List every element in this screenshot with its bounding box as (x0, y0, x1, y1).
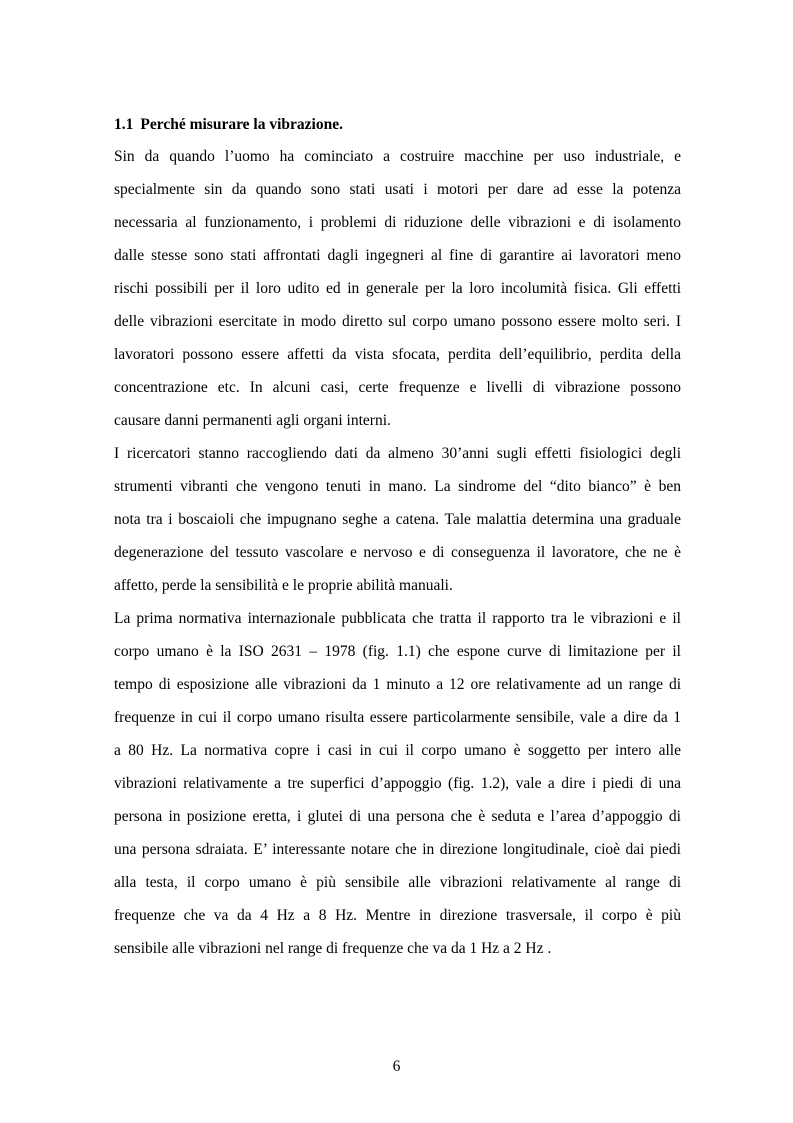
text-line: necessaria al funzionamento, i problemi di riduzione delle vibrazioni e di isolamento (114, 214, 681, 231)
text-line: sensibile alle vibrazioni nel range di frequenze che va da 1 Hz a 2 Hz . (114, 940, 552, 957)
page-number: 6 (392, 1058, 401, 1075)
text-line: strumenti vibranti che vengono tenuti in mano. La sindrome del “dito bianco” è ben (114, 478, 681, 495)
section-title: Perché misurare la vibrazione. (140, 116, 343, 133)
text-line: causare danni permanenti agli organi interni. (114, 412, 391, 429)
text-line: frequenze in cui il corpo umano risulta essere particolarmente sensibile, vale a dire da 1 (114, 709, 681, 726)
text-line: I ricercatori stanno raccogliendo dati da almeno 30’anni sugli effetti fisiologici degli (114, 445, 681, 462)
text-line: corpo umano è la ISO 2631 – 1978 (fig. 1.1) che espone curve di limitazione per il (114, 643, 681, 660)
text-line: delle vibrazioni esercitate in modo diretto sul corpo umano possono essere molto seri. I (114, 313, 681, 330)
text-line: alla testa, il corpo umano è più sensibile alle vibrazioni relativamente al range di (114, 874, 681, 891)
text-line: lavoratori possono essere affetti da vista sfocata, perdita dell’equilibrio, perdita della (114, 346, 681, 363)
text-line: affetto, perde la sensibilità e le proprie abilità manuali. (114, 577, 453, 594)
text-line: La prima normativa internazionale pubblicata che tratta il rapporto tra le vibrazioni e il (114, 610, 681, 627)
text-line: a 80 Hz. La normativa copre i casi in cui il corpo umano è soggetto per intero alle (114, 742, 681, 759)
section-number: 1.1 (114, 116, 134, 133)
text-line: rischi possibili per il loro udito ed in generale per la loro incolumità fisica. Gli effetti (114, 280, 681, 297)
text-line: dalle stesse sono stati affrontati dagli ingegneri al fine di garantire ai lavoratori meno (114, 247, 681, 264)
text-line: frequenze che va da 4 Hz a 8 Hz. Mentre in direzione trasversale, il corpo è più (114, 907, 681, 924)
text-line: una persona sdraiata. E’ interessante notare che in direzione longitudinale, cioè dai piedi (114, 841, 681, 858)
text-line: persona in posizione eretta, i glutei di una persona che è seduta e l’area d’appoggio di (114, 808, 681, 825)
text-line: Sin da quando l’uomo ha cominciato a costruire macchine per uso industriale, e (114, 148, 681, 165)
text-line: specialmente sin da quando sono stati usati i motori per dare ad esse la potenza (114, 181, 681, 198)
text-line: concentrazione etc. In alcuni casi, certe frequenze e livelli di vibrazione possono (114, 379, 681, 396)
text-line: nota tra i boscaioli che impugnano seghe a catena. Tale malattia determina una graduale (114, 511, 681, 528)
text-line: vibrazioni relativamente a tre superfici d’appoggio (fig. 1.2), vale a dire i piedi di una (114, 775, 681, 792)
text-line: tempo di esposizione alle vibrazioni da 1 minuto a 12 ore relativamente ad un range di (114, 676, 681, 693)
text-line: degenerazione del tessuto vascolare e nervoso e di conseguenza il lavoratore, che ne è (114, 544, 681, 561)
section-heading (114, 115, 343, 135)
